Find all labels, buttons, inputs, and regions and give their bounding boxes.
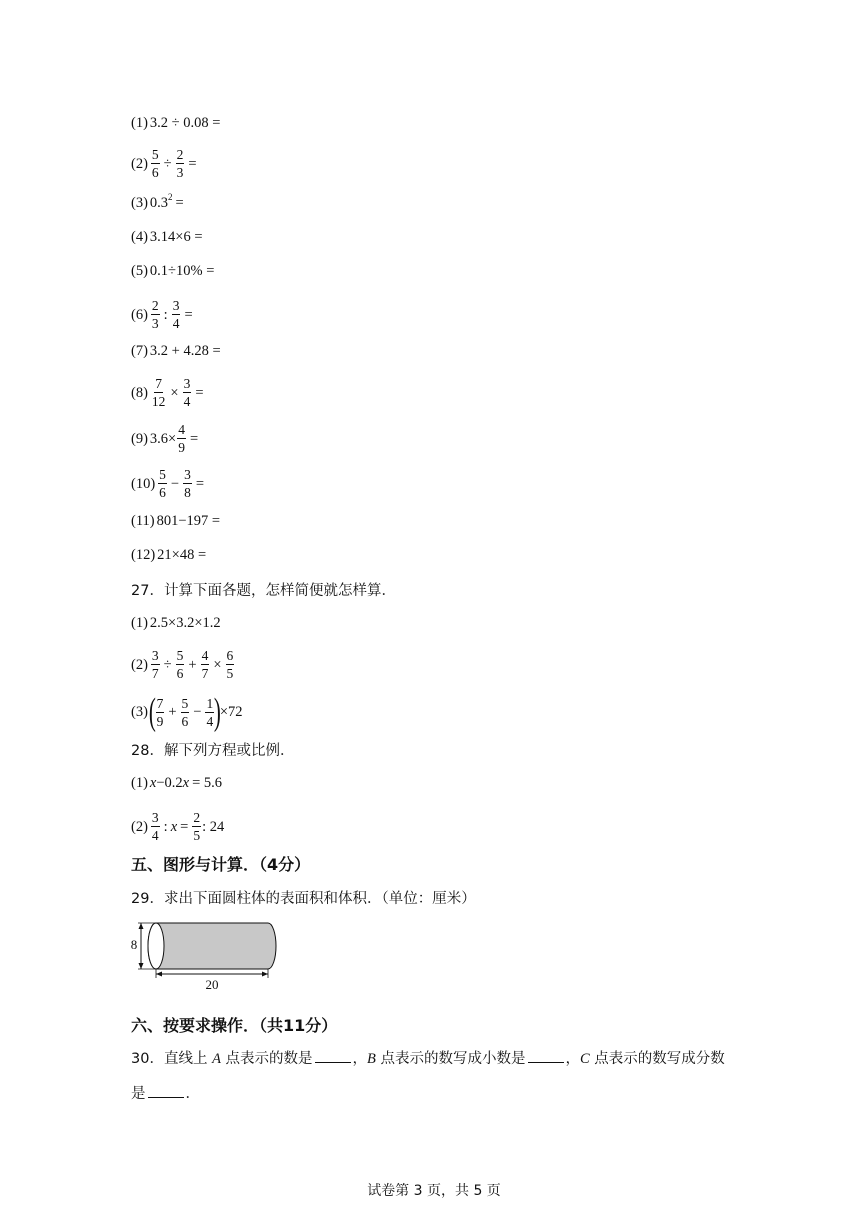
calc-item-9: [131, 422, 201, 455]
variable: x: [149, 775, 157, 791]
variable: x: [170, 818, 178, 835]
right-paren: ): [214, 691, 222, 733]
item-label: (2): [131, 656, 148, 673]
equals: =: [184, 306, 193, 323]
expression: 801−197 =: [156, 513, 221, 529]
fraction: $\frac{3}{8}$: [184, 467, 191, 500]
fraction: $\frac{3}{4}$: [172, 298, 180, 331]
calc-item-2: [131, 147, 200, 180]
fraction: $\frac{3}{4}$: [151, 810, 159, 843]
expression: 3.2 + 4.28 =: [149, 343, 221, 359]
item-label: (3): [131, 704, 148, 720]
calc-item-3: [131, 194, 187, 212]
calc-item-7: [131, 342, 221, 360]
fraction: $\frac{5}{6}$: [151, 147, 159, 180]
left-paren: (: [148, 691, 156, 733]
item-label: (3): [131, 195, 148, 211]
expression: = 5.6: [192, 775, 223, 791]
section-6-heading: 六、按要求操作．（共11分）: [131, 1016, 338, 1035]
point-b: B: [367, 1051, 376, 1067]
calc-item-12: [131, 546, 206, 564]
section-5-heading: 五、图形与计算．（4分）: [131, 855, 311, 874]
fraction: $\frac{2}{3}$: [151, 298, 159, 331]
expression: 2.5×3.2×1.2: [149, 615, 221, 631]
operator: −: [193, 704, 202, 720]
item-label: (7): [131, 343, 148, 359]
operator: +: [168, 704, 177, 720]
cylinder-body: [148, 923, 276, 969]
calc-item-1: [131, 114, 220, 132]
question-30-line-2: 是 ．: [131, 1082, 200, 1103]
equals: =: [189, 430, 199, 447]
length-label: 20: [205, 977, 219, 992]
calc-item-11: [131, 512, 220, 530]
operator: ÷: [163, 656, 172, 673]
q27-item-2: [131, 648, 235, 681]
calc-item-10: [131, 467, 207, 500]
item-label: (11): [131, 513, 155, 529]
operator: ÷: [163, 155, 172, 172]
expression: 21×48 =: [157, 547, 207, 563]
equals: =: [180, 818, 189, 835]
expression: 3.2 ÷ 0.08 =: [149, 115, 221, 131]
variable: x: [182, 775, 190, 791]
fraction: $\frac{1}{4}$: [206, 695, 214, 729]
equals: =: [195, 475, 205, 492]
operator: ×: [213, 656, 222, 673]
exponent: 2: [168, 192, 173, 202]
prefix: 3.6×: [149, 430, 177, 447]
calc-item-8: [131, 376, 207, 409]
q27-item-3: [131, 693, 243, 731]
height-label: 8: [130, 937, 138, 952]
q28-item-1: [131, 774, 225, 792]
item-label: (2): [131, 155, 148, 172]
answer-blank[interactable]: [528, 1048, 564, 1063]
calc-item-4: [131, 228, 203, 246]
fraction: $\frac{7}{12}$: [151, 376, 166, 409]
item-label: (5): [131, 263, 148, 279]
expression: 0.1÷10% =: [149, 263, 215, 279]
question-28-title: 28．解下列方程或比例．: [131, 743, 295, 759]
question-29-title: 29．求出下面圆柱体的表面积和体积．（单位：厘米）: [131, 891, 476, 907]
item-label: (10): [131, 475, 156, 492]
calc-item-6: [131, 298, 196, 331]
operator: −: [170, 475, 180, 492]
item-label: (2): [131, 818, 148, 835]
item-label: (12): [131, 547, 156, 563]
operator: ×: [170, 384, 179, 401]
fraction: $\frac{3}{4}$: [183, 376, 191, 409]
item-label: (6): [131, 306, 148, 323]
fraction: $\frac{4}{9}$: [178, 422, 185, 455]
equals: =: [195, 384, 204, 401]
fraction: $\frac{5}{6}$: [159, 467, 166, 500]
point-c: C: [580, 1051, 590, 1067]
cylinder-left-face: [148, 923, 164, 969]
fraction: $\frac{4}{7}$: [201, 648, 209, 681]
operator: :: [163, 818, 168, 835]
question-27-title: 27．计算下面各题，怎样简便就怎样算．: [131, 583, 396, 599]
item-label: (1): [131, 775, 148, 791]
page-footer: 试卷第 3 页，共 5 页: [367, 1183, 501, 1199]
item-label: (8): [131, 384, 148, 401]
fraction: $\frac{7}{9}$: [156, 695, 164, 729]
equals: =: [188, 155, 197, 172]
fraction: $\frac{3}{7}$: [151, 648, 159, 681]
fraction: $\frac{2}{3}$: [176, 147, 184, 180]
fraction: $\frac{5}{6}$: [176, 648, 184, 681]
fraction: $\frac{6}{5}$: [226, 648, 234, 681]
base: 0.3: [149, 195, 169, 211]
q28-item-2: [131, 810, 224, 843]
tail: : 24: [202, 818, 225, 835]
answer-blank[interactable]: [315, 1048, 351, 1063]
fraction: $\frac{5}{6}$: [181, 695, 189, 729]
item-label: (4): [131, 229, 148, 245]
expression: −0.2: [156, 775, 183, 791]
fraction: $\frac{2}{5}$: [193, 810, 201, 843]
calc-item-5: [131, 262, 214, 280]
operator: :: [163, 306, 168, 323]
expression: 3.14×6 =: [149, 229, 203, 245]
item-label: (9): [131, 430, 148, 447]
equals: =: [175, 195, 184, 211]
item-label: (1): [131, 115, 148, 131]
answer-blank[interactable]: [148, 1083, 184, 1098]
question-30-line-1: 30．直线上 A 点表示的数是 ，B 点表示的数写成小数是 ，C 点表示的数写成分数: [131, 1047, 725, 1068]
tail: ×72: [219, 704, 243, 720]
cylinder-figure: [128, 918, 288, 994]
point-a: A: [212, 1051, 221, 1067]
operator: +: [188, 656, 197, 673]
item-label: (1): [131, 615, 148, 631]
q27-item-1: [131, 614, 221, 632]
